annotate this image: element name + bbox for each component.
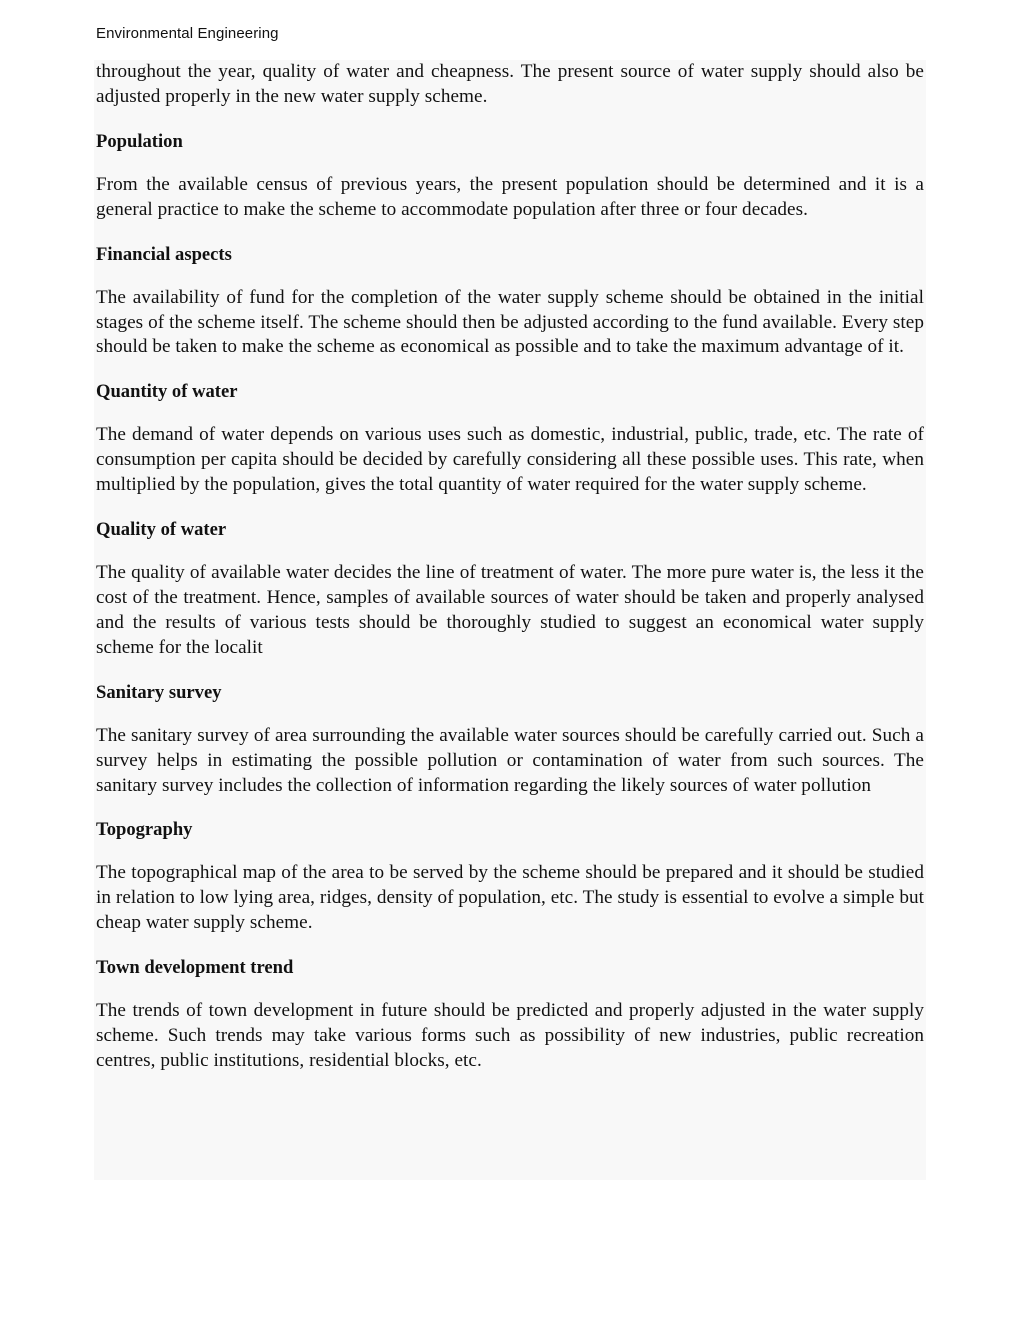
document-body [94, 60, 926, 1180]
section-heading-topography: Topography [96, 819, 193, 841]
section-heading-population: Population [96, 130, 183, 152]
intro-paragraph: throughout the year, quality of water and cheapness. The present source of water supply should also be adjusted properly in the new water supply scheme. [96, 61, 924, 107]
section-heading-financial-aspects: Financial aspects [96, 243, 232, 265]
section-heading-town-development-trend: Town development trend [96, 957, 294, 979]
section-body-quality-of-water: The quality of available water decides the line of treatment of water. The more pure water is, the less it the cost of the treatment. Hence, samples of available sources of water should be taken and properly analysed and the results of various tests should be thoroughly studied to suggest an economical water supply scheme for the localit [96, 562, 924, 658]
section-body-sanitary-survey: The sanitary survey of area surrounding the available water sources should be carefully carried out. Such a survey helps in estimating the possible pollution or contamination of water from such sources. The sanitary survey includes the collection of information regarding the likely sources of water pollution [96, 724, 924, 796]
running-header-title: Environmental Engineering [96, 25, 279, 42]
section-heading-sanitary-survey: Sanitary survey [96, 681, 222, 703]
section-body-town-development-trend: The trends of town development in future should be predicted and properly adjusted in the water supply scheme. Such trends may take various forms such as possibility of new industries, public recreation centres, public institutions, residential blocks, etc. [96, 1000, 924, 1071]
section-body-financial-aspects: The availability of fund for the completion of the water supply scheme should be obtained in the initial stages of the scheme itself. The scheme should then be adjusted according to the fund available. Every step should be taken to make the scheme as economical as possible and to take the maximum advantage of it. [96, 286, 924, 358]
section-heading-quality-of-water: Quality of water [96, 519, 227, 541]
section-body-population: From the available census of previous years, the present population should be determined and it is a general practice to make the scheme to accommodate population after three or four decades. [96, 173, 924, 220]
section-heading-quantity-of-water: Quantity of water [96, 381, 238, 403]
section-body-quantity-of-water: The demand of water depends on various uses such as domestic, industrial, public, trade, etc. The rate of consumption per capita should be decided by carefully considering all these possible uses. This rate, when multiplied by the population, gives the total quantity of water required for the water supply scheme. [96, 424, 924, 496]
section-body-topography: The topographical map of the area to be served by the scheme should be prepared and it should be studied in relation to low lying area, ridges, density of population, etc. The study is essential to evolve a simple but cheap water supply scheme. [96, 862, 924, 934]
